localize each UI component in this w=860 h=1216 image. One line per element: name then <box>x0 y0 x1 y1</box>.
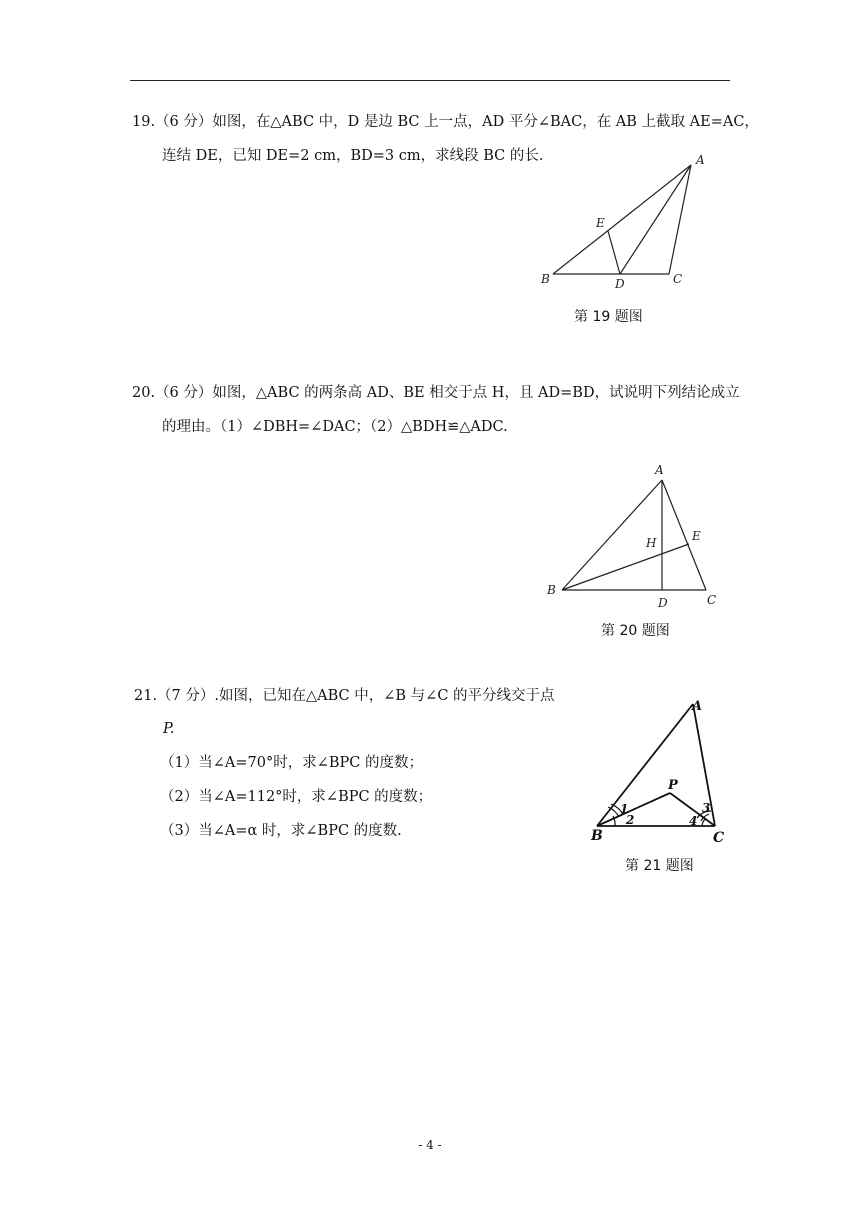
q19-label-b: B <box>541 272 550 286</box>
q21-label-angle4: 4 <box>689 814 698 828</box>
q21-figure-caption: 第 21 题图 <box>625 858 694 874</box>
q20-label-e: E <box>692 529 701 543</box>
q19-line1: 19.（6 分）如图，在△ABC 中，D 是边 BC 上一点，AD 平分∠BAC，在 AB 上截取 AE=AC， <box>132 114 759 130</box>
page-number: - 4 - <box>418 1138 442 1152</box>
q20-figure-caption: 第 20 题图 <box>601 623 670 639</box>
q20-label-d: D <box>658 596 668 610</box>
q21-label-angle2: 2 <box>626 813 635 827</box>
q21-label-p: P <box>668 778 678 793</box>
q21-line2: P. <box>163 721 175 737</box>
q19-label-e: E <box>596 216 605 230</box>
q21-label-c: C <box>713 830 725 846</box>
q21-label-a: A <box>692 699 703 714</box>
q21-seg-ba <box>597 704 693 826</box>
q21-label-angle3: 3 <box>702 801 711 815</box>
q19-label-d: D <box>615 277 625 291</box>
q21-label-b: B <box>591 828 603 844</box>
q21-figure <box>585 690 735 850</box>
q21-label-angle1: 1 <box>620 802 629 816</box>
header-rule <box>130 80 730 81</box>
q21-line1: 21.（7 分）.如图，已知在△ABC 中，∠B 与∠C 的平分线交于点 <box>134 688 555 704</box>
q20-figure <box>540 460 730 615</box>
q19-line2: 连结 DE，已知 DE=2 cm，BD=3 cm，求线段 BC 的长. <box>162 148 544 164</box>
q19-seg-ba <box>553 165 691 274</box>
q19-label-a: A <box>696 153 705 167</box>
q19-figure-caption: 第 19 题图 <box>574 309 643 325</box>
q20-line1: 20.（6 分）如图，△ABC 的两条高 AD、BE 相交于点 H，且 AD=BD，试说明下列结论成立 <box>132 385 740 401</box>
q20-label-a: A <box>655 463 664 477</box>
q21-sub2: （2）当∠A=112°时，求∠BPC 的度数； <box>160 789 433 805</box>
q20-label-c: C <box>707 593 717 607</box>
q19-label-c: C <box>673 272 683 286</box>
q20-line2: 的理由。（1）∠DBH=∠DAC；（2）△BDH≌△ADC. <box>162 419 508 435</box>
q20-label-h: H <box>646 536 657 550</box>
q19-seg-ed <box>608 231 620 274</box>
q20-seg-ba <box>562 480 662 590</box>
q19-figure <box>535 150 715 295</box>
q20-seg-be <box>562 544 689 590</box>
q20-label-b: B <box>547 583 556 597</box>
q21-sub3: （3）当∠A=α 时，求∠BPC 的度数. <box>160 823 402 839</box>
q21-sub1: （1）当∠A=70°时，求∠BPC 的度数； <box>160 755 423 771</box>
